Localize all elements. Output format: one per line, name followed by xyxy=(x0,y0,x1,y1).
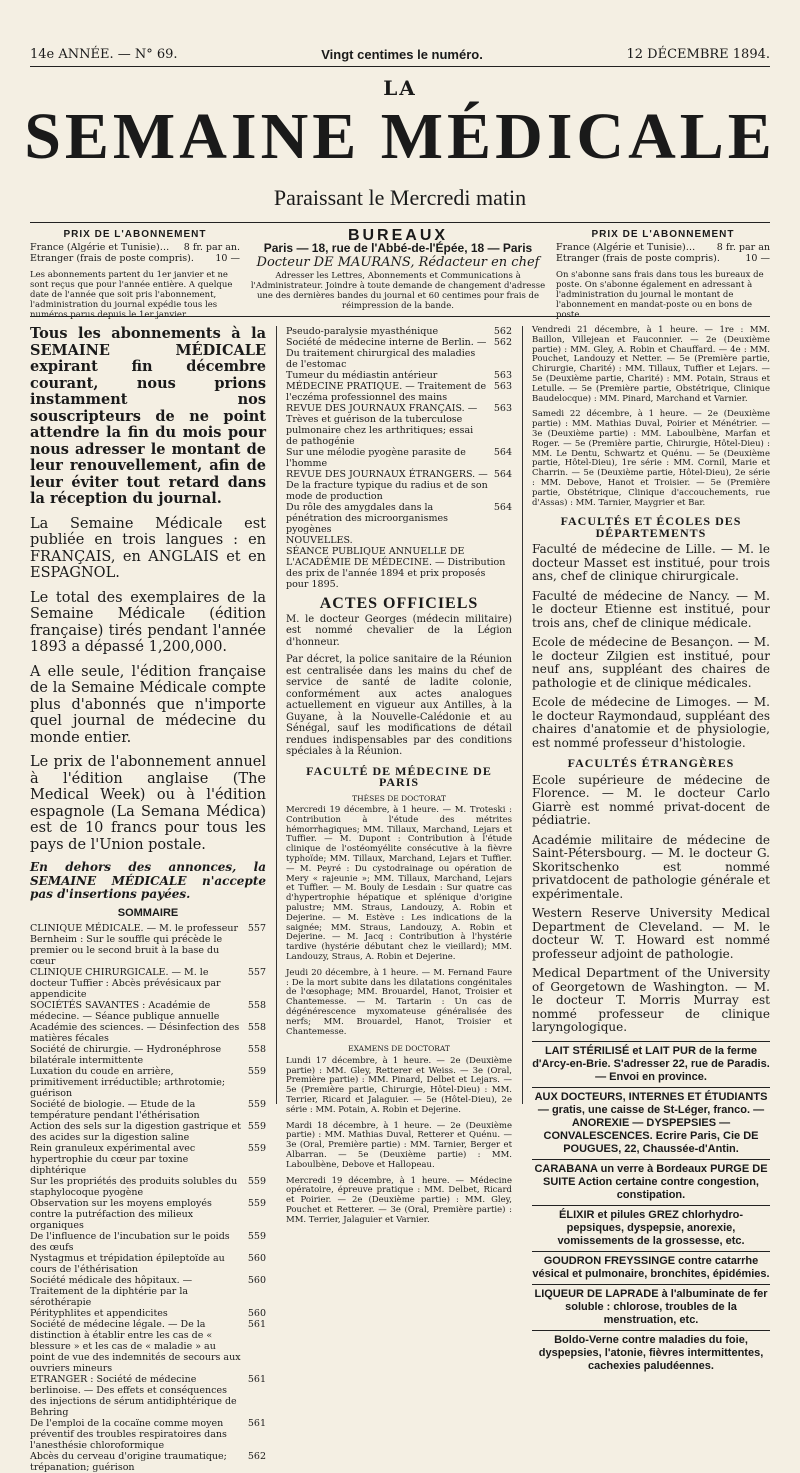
toc-entry xyxy=(30,1418,266,1451)
advertisement-pougues: AUX DOCTEURS, INTERNES ET ÉTUDIANTS — gratis, une caisse de St-Léger, franco. — ANOREXIE — DYSPEPSIES — CONVALESCENCES. Ecrire Paris, Cie DE POUGUES, 22, Chaussée-d'Antin. xyxy=(532,1087,770,1156)
toc-entry-title: Société de médecine interne de Berlin. — Du traitement chirurgical des maladies de l'estomac xyxy=(286,337,487,370)
toc-entry xyxy=(30,1308,266,1319)
actes-paragraph: Par décret, la police sanitaire de la Réunion est centralisée dans les mains du chef de service de santé de ladite colonie, conformément aux actes analogues actuellement en vigueur aux Antilles, à la Guyane, à la Nouvelle-Calédonie et au Sénégal, sauf les modifications de détail rendues indispensables par des conditions spéciales à la Réunion. xyxy=(286,654,512,757)
price-label: Etranger (frais de poste compris). xyxy=(556,253,720,264)
toc-entry-title: SOCIÉTÉS SAVANTES : Académie de médecine. — Séance publique annuelle xyxy=(30,1000,220,1022)
toc-entry-title: Pérityphlites et appendicites xyxy=(30,1308,168,1319)
toc-entry xyxy=(30,1099,266,1121)
toc-entry-page: 559 xyxy=(247,1099,266,1110)
column-divider xyxy=(522,326,523,1104)
toc-entry-page: 559 xyxy=(247,1176,266,1187)
toc-entry-page: 559 xyxy=(247,1066,266,1077)
toc-entry xyxy=(286,546,512,590)
facultes-departements-heading: FACULTÉS ET ÉCOLES DES DÉPARTEMENTS xyxy=(560,514,742,540)
toc-entry xyxy=(30,1198,266,1231)
examens-heading: EXAMENS DE DOCTORAT xyxy=(348,1044,450,1054)
circulation-notice: Le total des exemplaires de la Semaine Médicale (édition française) tirés pendant l'année 1893 a dépassé 1,200,000. xyxy=(30,589,266,655)
sommaire-heading: SOMMAIRE xyxy=(117,906,179,919)
toc-entry-page: 562 xyxy=(493,326,512,337)
toc-entry-title: Société médicale des hôpitaux. — Traitement de la diphtérie par la sérothérapie xyxy=(30,1275,193,1308)
theses-heading: THÈSES DE DOCTORAT xyxy=(352,793,446,803)
actes-paragraph: M. le docteur Georges (médecin militaire) est nommé chevalier de la Légion d'honneur. xyxy=(286,613,512,648)
toc-entry-title: Tumeur du médiastin antérieur xyxy=(286,370,438,381)
advertisement-carabana: CARABANA un verre à Bordeaux PURGE DE SUITE Action certaine contre congestion, constipation. xyxy=(532,1159,770,1202)
toc-entry-page: 559 xyxy=(247,1231,266,1242)
toc-entry-title: NOUVELLES. xyxy=(286,535,353,546)
toc-entry xyxy=(286,469,512,502)
toc-entry-page: 561 xyxy=(247,1319,266,1330)
toc-entry-page: 563 xyxy=(493,370,512,381)
toc-entry-page: 563 xyxy=(493,403,512,414)
facultes-etrangeres-heading: FACULTÉS ÉTRANGÈRES xyxy=(567,756,735,771)
toc-entry xyxy=(30,1275,266,1308)
foreign-faculty-news: Western Reserve University Medical Department de Cleveland. — M. le docteur W. T. Howard est nommé professeur adjoint de pathologie. xyxy=(532,906,770,961)
columns-rule xyxy=(30,316,770,317)
theses-paragraph: Mercredi 19 décembre, à 1 heure. — M. Troteski : Contribution à l'étude des métrites hémorrhagiques; MM. Tillaux, Marchand, Lejars et Tuffier. — M. Dupont : Contribution à l'étude clinique de l'ostéomyélite consécutive à la fièvre typhoïde; MM. Tillaux, Marchand, Lejars et Tuffier. — M. Peyré : Du cystodrainage ou opération de Mery « rajeunie »; MM. Tillaux, Marchand, Lejars et Tuffier. — M. Bouly de Lesdain : Sur quatre cas d'hypertrophie hépatique et splénique d'origine palustre; MM. Straus, Landouzy, A. Robin et Dejerine. — M. Estève : Les indications de la saignée; MM. Straus, Landouzy, A. Robin et Dejerine. — M. Jacq : Contribution à l'hystérie tardive (hystérie débutant chez le vieillard); MM. Landouzy, Straus, A. Robin et Dejerine. xyxy=(286,805,512,962)
masthead-topline xyxy=(30,40,770,62)
advertisement-lait: LAIT STÉRILISÉ et LAIT PUR de la ferme d'Arcy-en-Brie. S'adresser 22, rue de Paradis. — Envoi en province. xyxy=(532,1041,770,1084)
toc-entry-page: 564 xyxy=(493,469,512,480)
price-label: Etranger (frais de poste compris). xyxy=(30,253,194,264)
toc-entry-page: 559 xyxy=(247,1121,266,1132)
bureaux-heading: BUREAUX xyxy=(347,227,449,244)
toc-entry xyxy=(30,967,266,1000)
toc-entry-page: 558 xyxy=(247,1022,266,1033)
foreign-faculty-news: Académie militaire de médecine de Saint-Pétersbourg. — M. le docteur G. Skoritschenko est nommé privatdocent de pathologie générale et expérimentale. xyxy=(532,832,770,901)
toc-entry-page: 560 xyxy=(247,1253,266,1264)
toc-entry-title: SÉANCE PUBLIQUE ANNUELLE DE L'ACADÉMIE DE MÉDECINE. — Distribution des prix de l'année 1894 et prix proposés pour 1895. xyxy=(286,546,506,590)
toc-entry xyxy=(286,326,512,337)
toc-entry-title: Nystagmus et trépidation épileptoïde au cours de l'éthérisation xyxy=(30,1253,225,1275)
faculty-news: Ecole de médecine de Besançon. — M. le docteur Zilgien est institué, pour neuf ans, suppléant des chaires de pathologie et de clinique médicales. xyxy=(532,635,770,690)
toc-entry xyxy=(30,1374,266,1418)
subscription-heading: PRIX DE L'ABONNEMENT xyxy=(63,229,207,240)
toc-entry xyxy=(286,381,512,403)
toc-entry-page xyxy=(506,535,512,546)
price-value: 8 fr. par an. xyxy=(183,242,240,253)
price-value: 8 fr. par an xyxy=(716,242,770,253)
toc-entry-title: De l'emploi de la cocaïne comme moyen préventif des troubles respiratoires dans l'anesthésie chloroformique xyxy=(30,1418,227,1451)
toc-entry xyxy=(286,370,512,381)
toc-entry xyxy=(30,1176,266,1198)
foreign-price-notice: Le prix de l'abonnement annuel à l'édition anglaise (The Medical Week) ou à l'édition espagnole (La Semana Médica) est de 10 francs pour tous les pays de l'Union postale. xyxy=(30,754,266,853)
price-value: 10 — xyxy=(215,253,240,264)
subscription-box-right xyxy=(556,226,770,320)
faculte-paris-heading: FACULTÉ DE MÉDECINE DE PARIS xyxy=(306,763,492,789)
foreign-faculty-news: Medical Department of the University of Georgetown de Washington. — M. le docteur T. Morris Murray est nommé professeur de clinique laryngologique. xyxy=(532,966,770,1035)
toc-entry-page: 559 xyxy=(247,1198,266,1209)
advertising-notice: En dehors des annonces, la SEMAINE MÉDICALE n'accepte pas d'insertions payées. xyxy=(30,860,266,901)
examens-paragraph: Samedi 22 décembre, à 1 heure. — 2e (Deuxième partie) : MM. Mathias Duval, Poirier et Ménétrier. — 3e (Deuxième partie) : MM. Laboulbène, Marfan et Roger. — 5e (Première partie, Chirurgie, Hôtel-Dieu) : MM. Le Dentu, Schwartz et Quénu. — 5e (Deuxième partie, Hôtel-Dieu), 1re série : MM. Cornil, Marie et Charrin. — 5e (Deuxième partie, Hôtel-Dieu), 2e série : MM. Debove, Hanot et Troisier. — 5e (Première partie, Obstétrique, Clinique d'accouchements, rue d'Assas) : MM. Tarnier, Maygrier et Bar. xyxy=(532,409,770,508)
edition-number: 14e ANNÉE. — N° 69. xyxy=(30,47,178,62)
subscription-heading: PRIX DE L'ABONNEMENT xyxy=(591,229,735,240)
renewal-notice: Tous les abonnements à la SEMAINE MÉDICALE expirant fin décembre courant, nous prions instamment nos souscripteurs de ne point attendre la fin du mois pour nous adresser le montant de leur renouvellement, afin de leur éviter tout retard dans la réception du journal. xyxy=(30,325,266,507)
toc-entry xyxy=(286,403,512,447)
subscription-box-left xyxy=(30,226,240,320)
column-right xyxy=(532,325,770,1372)
toc-entry-title: MÉDECINE PRATIQUE. — Traitement de l'eczéma professionnel des mains xyxy=(286,381,487,403)
toc-entry-page: 558 xyxy=(247,1000,266,1011)
toc-entry-title: Rein granuleux expérimental avec hypertrophie du cœur par toxine diphtérique xyxy=(30,1143,196,1176)
price-row xyxy=(30,242,240,253)
toc-entry-title: Société de biologie. — Etude de la température pendant l'éthérisation xyxy=(30,1099,200,1121)
actes-officiels-heading: ACTES OFFICIELS xyxy=(319,595,479,612)
column-left xyxy=(30,325,266,1473)
toc-entry xyxy=(286,535,512,546)
column-middle xyxy=(286,326,512,1225)
toc-entry xyxy=(30,1143,266,1176)
toc-entry xyxy=(30,923,266,967)
advertisement-goudron: GOUDRON FREYSSINGE contre catarrhe vésical et pulmonaire, bronchites, épidémies. xyxy=(532,1251,770,1281)
bureaux-note: Adresser les Lettres, Abonnements et Communications à l'Administrateur. Joindre à toute demande de changement d'adresse une des dernières bandes du journal et 60 centimes pour frais de réimpression de la bande. xyxy=(250,271,546,311)
bureaux-address: Paris — 18, rue de l'Abbé-de-l'Épée, 18 — Paris xyxy=(263,241,533,255)
toc-entry-page: 558 xyxy=(247,1044,266,1055)
examens-paragraph: Mardi 18 décembre, à 1 heure. — 2e (Deuxième partie) : MM. Mathias Duval, Retterer et Quénu. — 3e (Oral, Première partie) : MM. Tarnier, Berger et Albarran. — 5e (Deuxième partie) : MM. Laboulbène, Debove et Hallopeau. xyxy=(286,1120,512,1170)
newspaper-subtitle: Paraissant le Mercredi matin xyxy=(273,185,527,210)
toc-entry-title: REVUE DES JOURNAUX FRANÇAIS. — Trèves et guérison de la tuberculose pulmonaire chez les arthritiques; essai de pathogénie xyxy=(286,403,478,447)
top-rule xyxy=(30,66,770,67)
theses-paragraph: Jeudi 20 décembre, à 1 heure. — M. Fernand Faure : De la mort subite dans les dilatations congénitales de l'œsophage; MM. Brouardel, Hanot, Troisier et Chantemesse. — M. Tartarin : Un cas de dégénérescence myxomateuse généralisée des nerfs; MM. Brouardel, Hanot, Troisier et Chantemesse. xyxy=(286,967,512,1037)
toc-entry-page: 564 xyxy=(493,447,512,458)
column-divider xyxy=(276,326,277,1104)
toc-entry-page: 561 xyxy=(247,1374,266,1385)
newspaper-title: SEMAINE MÉDICALE xyxy=(24,100,776,173)
toc-entry-title: CLINIQUE MÉDICALE. — M. le professeur Bernheim : Sur le souffle qui précède le premier ou le second bruit à la base du cœur xyxy=(30,923,239,967)
price-row xyxy=(556,242,770,253)
toc-entry-page: 562 xyxy=(493,337,512,348)
subscription-note: Les abonnements partent du 1er janvier et ne sont reçus que pour l'année entière. A quelque date de l'année que soit pris l'abonnement, l'administration du journal expédie tous les numéros parus depuis le 1er janvier. xyxy=(30,270,233,320)
toc-entry-page: 561 xyxy=(247,1418,266,1429)
toc-entry-page: 563 xyxy=(493,381,512,392)
issue-date: 12 DÉCEMBRE 1894. xyxy=(626,47,770,62)
advertisement-boldo-verne: Boldo-Verne contre maladies du foie, dyspepsies, l'atonie, fièvres intermittentes, cachexies paludéennes. xyxy=(532,1330,770,1373)
issue-price: Vingt centimes le numéro. xyxy=(321,47,483,62)
examens-paragraph: Vendredi 21 décembre, à 1 heure. — 1re : MM. Baillon, Villejean et Fauconnier. — 2e (Deuxième partie) : MM. Gley, A. Robin et Chauffard. — 4e : MM. Pouchet, Landouzy et Netter. — 5e (Première partie, Chirurgie, Charité) : MM. Tillaux, Tuffier et Lejars. — 5e (Deuxième partie, Charité) : MM. Potain, Straus et Letulle. — 5e (Première partie, Obstétrique, Clinique Baudelocque) : MM. Pinard, Marchand et Varnier. xyxy=(532,325,770,404)
toc-entry xyxy=(30,1066,266,1099)
toc-entry-title: REVUE DES JOURNAUX ÉTRANGERS. — De la fracture typique du radius et de son mode de production xyxy=(286,469,488,502)
toc-entry xyxy=(30,1022,266,1044)
toc-entry xyxy=(30,1044,266,1066)
faculty-news: Ecole de médecine de Limoges. — M. le docteur Raymondaud, suppléant des chaires d'anatomie et de physiologie, est nommé professeur d'histologie. xyxy=(532,695,770,750)
header-rule xyxy=(30,222,770,223)
price-value: 10 — xyxy=(745,253,770,264)
faculty-news: Faculté de médecine de Lille. — M. le docteur Masset est institué, pour trois ans, chef de clinique chirurgicale. xyxy=(532,542,770,584)
toc-entry-page: 560 xyxy=(247,1275,266,1286)
title-article: LA xyxy=(383,76,417,100)
foreign-faculty-news: Ecole supérieure de médecine de Florence. — M. le docteur Carlo Giarrè est nommé privat-docent de pédiatrie. xyxy=(532,772,770,828)
examens-paragraph: Mercredi 19 décembre, à 1 heure. — Médecine opératoire, épreuve pratique : MM. Delbet, Ricard et Poirier. — 2e (Deuxième partie) : MM. Gley, Pouchet et Retterer. — 3e (Oral, Première partie) : MM. Terrier, Jalaguier et Varnier. xyxy=(286,1175,512,1225)
toc-entry-title: Société de chirurgie. — Hydronéphrose bilatérale intermittente xyxy=(30,1044,222,1066)
toc-entry xyxy=(286,447,512,469)
toc-entry xyxy=(30,1319,266,1374)
examens-paragraph: Lundi 17 décembre, à 1 heure. — 2e (Deuxième partie) : MM. Gley, Retterer et Weiss. — 3e (Oral, Première partie) : MM. Pinard, Delbet et Lejars. — 5e (Première partie, Chirurgie, Hôtel-Dieu) : MM. Terrier, Ricard et Jalaguier. — 5e (Hôtel-Dieu), 2e série : MM. Potain, A. Robin et Dejerine. xyxy=(286,1055,512,1115)
toc-entry-page: 560 xyxy=(247,1308,266,1319)
toc-entry-page: 564 xyxy=(493,502,512,513)
toc-entry-page: 562 xyxy=(247,1451,266,1462)
toc-entry xyxy=(286,337,512,370)
toc-entry xyxy=(30,1253,266,1275)
toc-entry-title: Académie des sciences. — Désinfection des matières fécales xyxy=(30,1022,240,1044)
toc-entry-title: Observation sur les moyens employés contre la putréfaction des milieux organiques xyxy=(30,1198,212,1231)
toc-entry-page: 557 xyxy=(247,967,266,978)
toc-entry xyxy=(286,502,512,535)
toc-entry-title: Pseudo-paralysie myasthénique xyxy=(286,326,439,337)
editor-in-chief: Docteur DE MAURANS, Rédacteur en chef xyxy=(256,255,540,270)
toc-entry-title: Société de médecine légale. — De la distinction à établir entre les cas de « blessure » et les cas de « maladie » au point de vue des indemnités de secours aux ouvriers mineurs xyxy=(30,1319,241,1374)
toc-entry-title: Sur une mélodie pyogène parasite de l'homme xyxy=(286,447,466,469)
toc-entry-title: Luxation du coude en arrière, primitivement irréductible; arthrotomie; guérison xyxy=(30,1066,226,1099)
subscription-note: On s'abonne sans frais dans tous les bureaux de poste. On s'abonne également en adressant à l'administration du journal le montant de l'abonnement en mandat-poste ou en bons de poste. xyxy=(556,270,764,320)
toc-entry xyxy=(30,1121,266,1143)
table-of-contents xyxy=(30,923,266,1473)
toc-entry-title: Du rôle des amygdales dans la pénétration des microorganismes pyogènes xyxy=(286,502,448,535)
toc-entry-page: 559 xyxy=(247,1143,266,1154)
toc-entry-title: Action des sels sur la digestion gastrique et des acides sur la digestion saline xyxy=(30,1121,241,1143)
faculty-news: Faculté de médecine de Nancy. — M. le docteur Etienne est institué, pour trois ans, chef de clinique médicale. xyxy=(532,588,770,630)
price-row xyxy=(30,253,240,264)
toc-entry-title: ETRANGER : Société de médecine berlinoise. — Des effets et conséquences des injections de sérum antidiphtérique de Behring xyxy=(30,1374,237,1418)
toc-entry-page: 557 xyxy=(247,923,266,934)
price-label: France (Algérie et Tunisie)… xyxy=(556,242,696,253)
subscribers-notice: A elle seule, l'édition française de la Semaine Médicale compte plus d'abonnés que n'importe quel journal de médecine du monde entier. xyxy=(30,663,266,746)
languages-notice: La Semaine Médicale est publiée en trois langues : en FRANÇAIS, en ANGLAIS et en ESPAGNOL. xyxy=(30,515,266,581)
toc-entry-page xyxy=(506,546,512,590)
toc-entry-title: De l'influence de l'incubation sur le poids des œufs xyxy=(30,1231,230,1253)
price-label: France (Algérie et Tunisie)… xyxy=(30,242,170,253)
table-of-contents-continued xyxy=(286,326,512,590)
toc-entry xyxy=(30,1000,266,1022)
advertisement-elixir-grez: ÉLIXIR et pilules GREZ chlorhydro-pepsiques, dyspepsie, anorexie, vomissements de la grossesse, etc. xyxy=(532,1205,770,1248)
toc-entry xyxy=(30,1451,266,1473)
toc-entry xyxy=(30,1231,266,1253)
advertisement-laprade: LIQUEUR DE LAPRADE à l'albuminate de fer soluble : chlorose, troubles de la menstruation, etc. xyxy=(532,1284,770,1327)
bureaux-box xyxy=(250,226,546,310)
price-row xyxy=(556,253,770,264)
toc-entry-title: Sur les propriétés des produits solubles du staphylocoque pyogène xyxy=(30,1176,238,1198)
toc-entry-title: Abcès du cerveau d'origine traumatique; trépanation; guérison xyxy=(30,1451,227,1473)
toc-entry-title: CLINIQUE CHIRURGICALE. — M. le docteur Tuffier : Abcès prévésicaux par appendicite xyxy=(30,967,221,1000)
